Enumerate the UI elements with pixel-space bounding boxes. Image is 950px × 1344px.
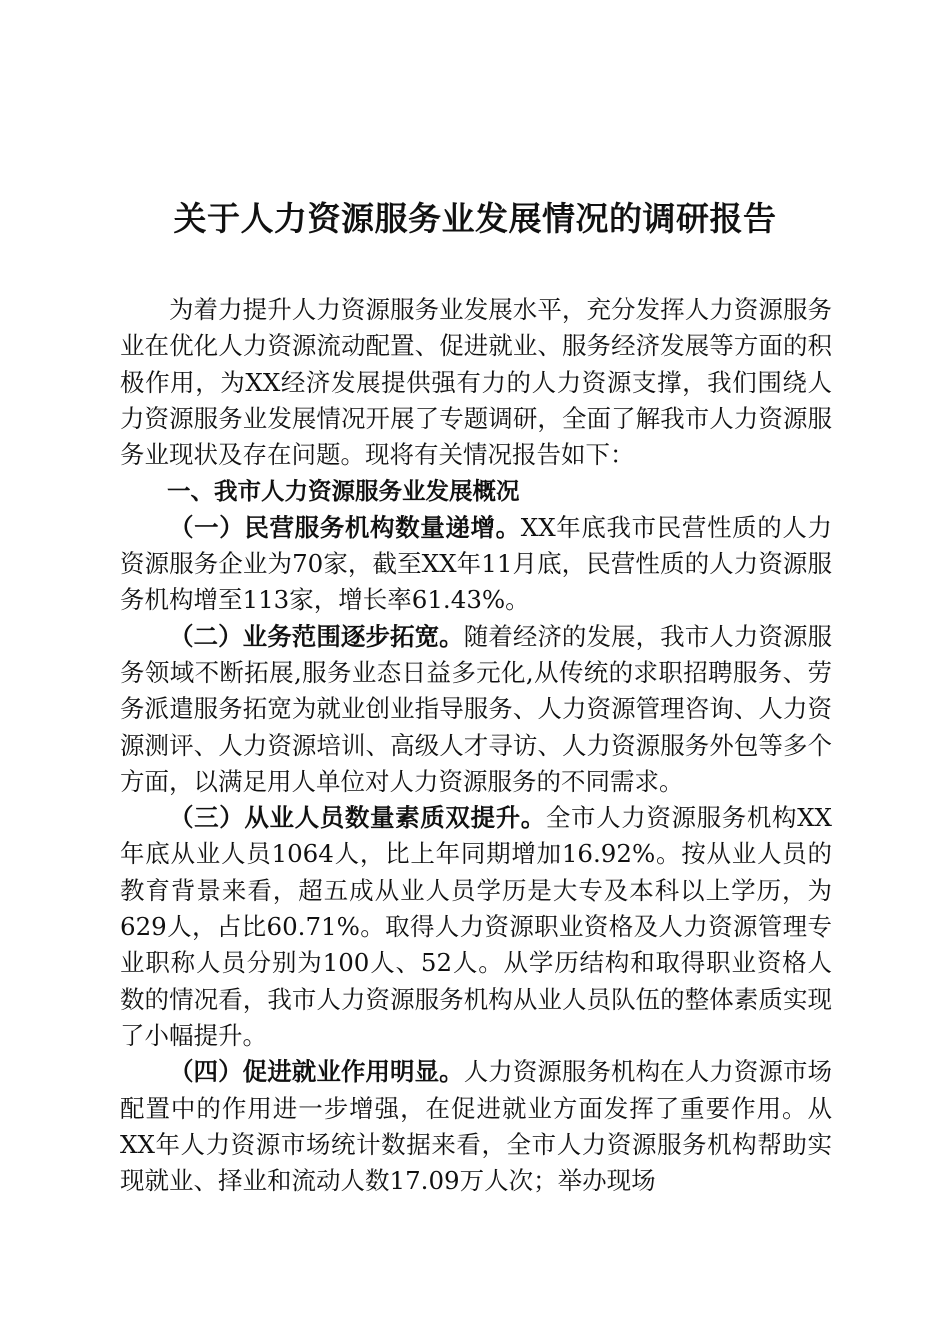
paragraph-2-lead: （二）业务范围逐步拓宽。: [169, 621, 464, 651]
paragraph-2-text: 随着经济的发展，我市人力资源服务领域不断拓展,服务业态日益多元化,从传统的求职招聘服务、劳务派遣服务拓宽为就业创业指导服务、人力资源管理咨询、人力资源测评、人力资源培训、高级人才寻访、人力资源服务外包等多个方面，以满足用人单位对人力资源服务的不同需求。: [120, 621, 833, 796]
paragraph-1-text: XX年底我市民营性质的人力资源服务企业为70家，截至XX年11月底，民营性质的人力资源服务机构增至113家，增长率61.43%。: [120, 512, 833, 615]
paragraph-4: [120, 1054, 832, 1199]
paragraph-3: [120, 800, 832, 1054]
section-heading: 一、我市人力资源服务业发展概况: [167, 477, 520, 506]
paragraph-2: [120, 619, 832, 800]
document-title: 关于人力资源服务业发展情况的调研报告: [173, 199, 777, 238]
document-body: [120, 292, 832, 1199]
paragraph-4-lead: （四）促进就业作用明显。: [169, 1057, 464, 1087]
paragraph-3-lead: （三）从业人员数量素质双提升。: [169, 803, 546, 833]
paragraph-1: [120, 510, 832, 619]
intro-paragraph: 为着力提升人力资源服务业发展水平，充分发挥人力资源服务业在优化人力资源流动配置、促进就业、服务经济发展等方面的积极作用，为XX经济发展提供强有力的人力资源支撑，我们围绕人力资源服务业发展情况开展了专题调研，全面了解我市人力资源服务业现状及存在问题。现将有关情况报告如下：: [120, 295, 832, 470]
paragraph-3-text: 全市人力资源服务机构XX年底从业人员1064人，比上年同期增加16.92%。按从业人员的教育背景来看，超五成从业人员学历是大专及本科以上学历，为629人，占比60.71%。取得人力资源职业资格及人力资源管理专业职称人员分别为100人、52人。从学历结构和取得职业资格人数的情况看，我市人力资源服务机构从业人员队伍的整体素质实现了小幅提升。: [120, 803, 833, 1050]
paragraph-1-lead: （一）民营服务机构数量递增。: [169, 512, 521, 542]
paragraph-4-text: 人力资源服务机构在人力资源市场配置中的作用进一步增强，在促进就业方面发挥了重要作用。从XX年人力资源市场统计数据来看，全市人力资源服务机构帮助实现就业、择业和流动人数17.09万人次；举办现场: [120, 1057, 833, 1196]
